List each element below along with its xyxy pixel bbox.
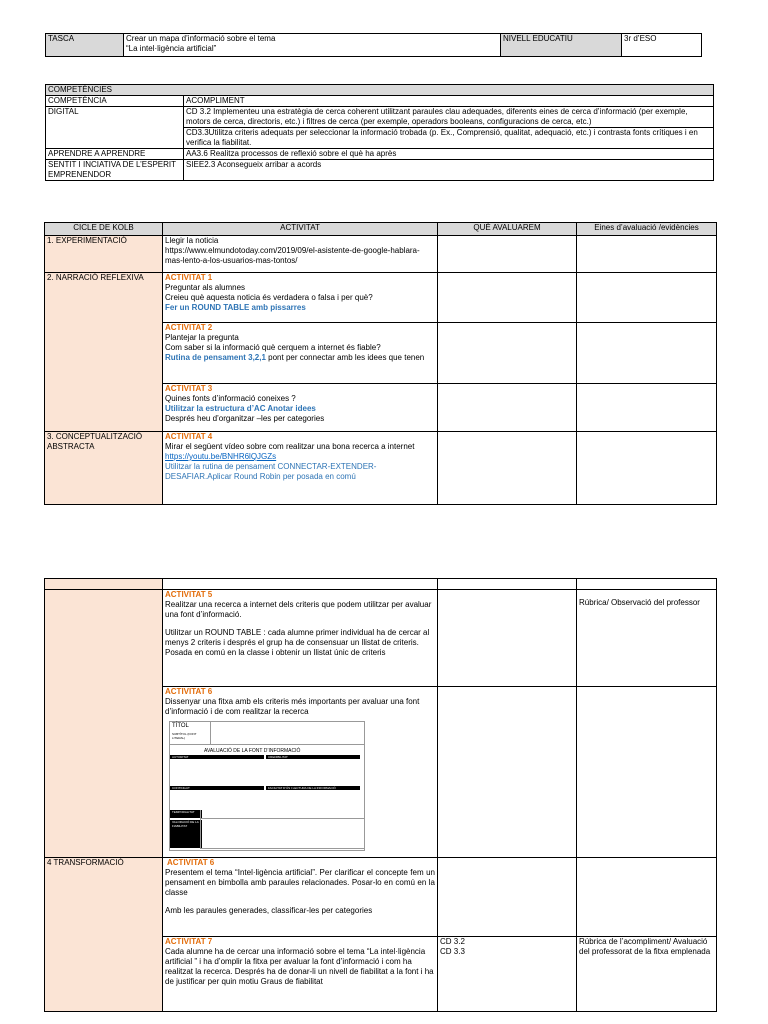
activity-cell	[163, 236, 438, 273]
activity-title: ACTIVITAT 4	[165, 432, 213, 441]
activity-title: ACTIVITAT 7	[165, 937, 213, 946]
activity-text: pont per connectar amb les idees que tenen	[265, 353, 425, 362]
assessment-tools: Rúbrica de l’acompliment/ Avaluació del professorat de la fitxa emplenada	[577, 937, 717, 1012]
eval-competence: CD 3.2	[440, 937, 465, 946]
competence-name: SENTIT I INCIATIVA DE L’ESPERIT EMPRENENDOR	[46, 160, 184, 181]
phase-label: 3. CONCEPTUALITZACIÓ ABSTRACTA	[47, 432, 143, 451]
activity-method: Utilitzar la estructura d’AC Anotar idees	[165, 404, 316, 413]
activity-cell	[163, 590, 438, 687]
task-desc-line1: Crear un mapa d’informació sobre el tema	[126, 34, 276, 43]
competence-name: APRENDRE A APRENDRE	[46, 149, 184, 160]
kolb-header-cycle: CICLE DE KOLB	[45, 223, 163, 236]
activity-title: ACTIVITAT 1	[165, 273, 213, 282]
competence-text: CD3.3Utilitza criteris adequats per seleccionar la informació trobada (p. Ex., Comprensió, qualitat, adequació, etc.) i contrasta fonts crítiques i en verifica la fiabilitat.	[184, 128, 714, 149]
fitxa-subtitle: SUBTÍTOL (FONT LITERAL)	[172, 732, 197, 740]
phase-transformation: 4 TRANSFORMACIÓ	[45, 858, 163, 1012]
competences-table	[45, 84, 714, 181]
fitxa-ease: FACILITAT D’ÚS I LECTURA DE LA INFORMACIÓ	[266, 786, 360, 790]
activity-text: Plantejar la pregunta	[165, 333, 239, 342]
activity-text: Posada en comú en la classe i obtenir un llistat únic de criteris	[165, 648, 386, 657]
fitxa-reliability: VALORACIÓ DE LA FIABILITAT	[170, 820, 202, 848]
kolb-header-evaluate: QUÈ AVALUAREM	[438, 223, 577, 236]
activity-text: Utilitzar un ROUND TABLE : cada alumne primer individual ha de cercar al menys 2 criteris i després el grup ha de consensuar un llistat de criteris.	[165, 628, 430, 647]
activity-title: ACTIVITAT 3	[165, 384, 213, 393]
fitxa-heading: AVALUACIÓ DE LA FONT D’INFORMACIÓ	[204, 748, 301, 754]
activity-text: Mirar el següent vídeo sobre com realitzar una bona recerca a internet	[165, 442, 415, 451]
activity-text: Amb les paraules generades, classificar-les per categories	[165, 906, 373, 915]
level-label: NIVELL EDUCATIU	[501, 34, 622, 57]
news-url: https://www.elmundotoday.com/2019/09/el-asistente-de-google-hablara-mas-lento-a-los-usuarios-mas-tontos/	[165, 246, 420, 265]
fitxa-temporality: TEMPORALITAT	[170, 810, 202, 818]
activity-text: Dissenyar una fitxa amb els criteris més importants per avaluar una font d’informació i de com realitzar la recerca	[165, 697, 420, 716]
activity-text: Presentem el tema “Intel·ligència artificial”. Per clarificar el concepte fem un pensament en bimbolla amb paraules relacionades. Posar-lo en comú en la classe	[165, 868, 435, 897]
activity-cell	[163, 323, 438, 384]
activity-text: Preguntar als alumnes	[165, 283, 246, 292]
activity-cell	[163, 937, 438, 1012]
activity-text: Després heu d’organitzar –les per categories	[165, 414, 325, 423]
kolb-table-continued	[44, 578, 717, 1012]
activity-text: Llegir la noticia	[165, 236, 219, 245]
kolb-header-activity: ACTIVITAT	[163, 223, 438, 236]
activity-title: ACTIVITAT 5	[165, 590, 213, 599]
activity-text: Cada alumne ha de cercar una informació sobre el tema “La intel·ligència artificial ” i ha d’omplir la fitxa per avaluar la font d’informació i com ha realitzat la recerca. Després ha de donar-li un nivell de fiabilitat a la font i ha de justificar per quin motiu Graus de fiabilitat	[165, 947, 434, 986]
competence-name: DIGITAL	[46, 107, 184, 149]
competence-col-header: COMPETÈNCIA	[46, 96, 184, 107]
fitxa-content: CONTINGUT	[170, 786, 264, 790]
activity-method: Fer un ROUND TABLE amb pissarres	[165, 303, 306, 312]
fitxa-template-image	[169, 721, 365, 851]
activity-text: Creieu què aquesta noticia és verdadera o falsa i per què?	[165, 293, 373, 302]
phase-reflective: 2. NARRACIÓ REFLEXIVA	[45, 273, 163, 432]
activity-cell	[163, 432, 438, 505]
activity-text: Com saber si la informació què cerquem a internet és fiable?	[165, 343, 381, 352]
competence-text: SIEE2.3 Aconsegueix arribar a acords	[184, 160, 714, 181]
activity-method: Rutina de pensament 3,2,1	[165, 353, 266, 362]
tools-text: Rúbrica/ Observació del professor	[579, 598, 700, 607]
fitxa-title: TÍTOL	[172, 723, 189, 729]
competences-title: COMPETÈNCIES	[46, 85, 714, 96]
fitxa-authority: AUTORITAT	[170, 755, 264, 759]
kolb-table	[44, 222, 717, 505]
task-description	[124, 34, 501, 57]
activity-text: Quines fonts d’informació coneixes ?	[165, 394, 296, 403]
activity-title: ACTIVITAT 2	[165, 323, 213, 332]
phase-abstract	[45, 432, 163, 505]
eval-competence: CD 3.3	[440, 947, 465, 956]
assessment-tools	[577, 590, 717, 687]
activity-cell	[163, 384, 438, 432]
activity-cell	[163, 687, 438, 858]
activity-method: Utilitzar la rutina de pensament CONNECTAR-EXTENDER-DESAFIAR.Aplicar Round Robin per posada en comú	[165, 462, 377, 481]
activity-title: ACTIVITAT 6	[167, 858, 215, 867]
level-value: 3r d’ESO	[622, 34, 702, 57]
activity-cell	[163, 858, 438, 937]
task-table	[45, 33, 702, 57]
accomplishment-col-header: ACOMPLIMENT	[184, 96, 714, 107]
activity-cell	[163, 273, 438, 323]
task-label: TASCA	[46, 34, 124, 57]
activity-title: ACTIVITAT 6	[165, 687, 213, 696]
phase-experimentation: 1. EXPERIMENTACIÓ	[45, 236, 163, 273]
activity-text: Realitzar una recerca a internet dels criteris que podem utilitzar per avaluar una font d’informació.	[165, 600, 432, 619]
fitxa-credibility: CREDIBILITAT	[266, 755, 360, 759]
competence-text: AA3.6 Realitza processos de reflexió sobre el què ha après	[184, 149, 714, 160]
competence-text: CD 3.2 Implementeu una estratègia de cerca coherent utilitzant paraules clau adequades, diferents eines de cerca d’informació (per exemple, motors de cerca, directoris, etc.) i filtres de cerca (per exemple, operadors booleans, configuracions de cerca, etc.)	[184, 107, 714, 128]
task-desc-line2: “La intel·ligència artificial”	[126, 44, 217, 53]
kolb-header-tools: Eines d’avaluació /evidències	[577, 223, 717, 236]
video-link[interactable]: https://youtu.be/BNHR6lQJGZs	[165, 452, 277, 461]
what-evaluate	[438, 937, 577, 1012]
